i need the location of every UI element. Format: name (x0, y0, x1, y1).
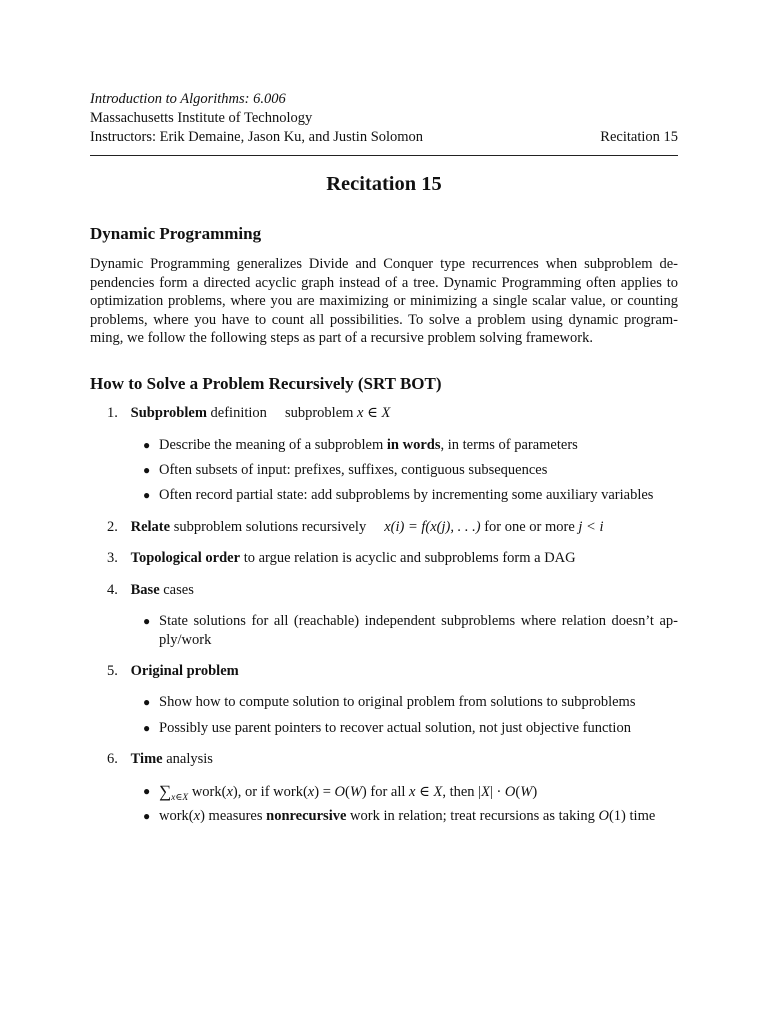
intro-line: pendencies form a directed acyclic graph instead of a tree. Dynamic Programming often applies to (90, 274, 678, 291)
bullet-icon: ● (143, 695, 151, 709)
bullet-item: ● Possibly use parent pointers to recover actual solution, not just objective function (143, 720, 631, 736)
intro-line: ming, we follow the following steps as part of a recursive problem solving framework. (90, 330, 593, 346)
bullet-icon: ● (143, 438, 151, 452)
time-formula: $\sum_{x\in X}$ work(x), or if work(x) = O(W) for all x ∈ X, then |X| · O(W) (159, 782, 538, 803)
course-name: Introduction to Algorithms: 6.006 (90, 91, 286, 107)
step-keyword: Original problem (130, 663, 239, 679)
page (90, 0, 678, 1024)
step-number: 2. (107, 519, 118, 535)
bullet-item: ● work(x) measures nonrecursive work in relation; treat recursions as taking O(1) time (143, 808, 656, 824)
step-subproblem: 1. Subproblem definition subproblem x ∈ X (107, 405, 391, 421)
step-original-problem (107, 662, 678, 681)
step-number: 6. (107, 751, 118, 767)
bullet-item: ● Often record partial state: add subproblems by incrementing some auxiliary variables (143, 487, 654, 503)
intro-line: Dynamic Programming generalizes Divide and Conquer type recurrences when subproblem de- (90, 256, 678, 272)
bullet-icon: ● (143, 809, 151, 823)
institution: Massachusetts Institute of Technology (90, 110, 313, 126)
step-number: 5. (107, 663, 118, 679)
bullet-icon: ● (143, 488, 151, 502)
step-keyword: Time (130, 751, 163, 767)
step-number: 1. (107, 405, 118, 421)
bullet-item: ● State solutions for all (reachable) independent subproblems where relation doesn’t ap- ply/work (143, 613, 678, 648)
step-keyword: Base (130, 582, 160, 598)
bullet-icon: ● (143, 463, 151, 477)
step-keyword: Subproblem (130, 405, 207, 421)
step-time: 6. Time analysis (107, 751, 213, 767)
step-topological-order: 3. Topological order to argue relation is acyclic and subproblems form a DAG (107, 550, 576, 566)
bullet-icon: ● (143, 784, 151, 798)
page-title: Recitation 15 (326, 173, 442, 195)
bullet-item: ● Describe the meaning of a subproblem in words, in terms of parameters (143, 437, 578, 453)
header-rule (90, 155, 678, 156)
section-heading-dp: Dynamic Programming (90, 224, 262, 243)
intro-paragraph (90, 255, 678, 348)
step-extra: subproblem (284, 405, 358, 421)
step-text: definition (206, 405, 267, 421)
header-row (90, 128, 678, 147)
bullet-item: ● Show how to compute solution to original problem from solutions to subproblems (143, 694, 636, 710)
step-base: 4. Base cases (107, 582, 194, 598)
section-heading-srtbot: How to Solve a Problem Recursively (SRT BOT) (90, 374, 442, 393)
relation-formula: x(i) = f(x(j), . . .) (384, 519, 481, 535)
intro-line: problems, where you have to count all possibilities. To solve a problem using dynamic program- (90, 311, 678, 328)
intro-line: optimization problems, where you are maximizing or minimizing a single scalar value, or counting (90, 293, 678, 309)
bullet-item: ● Often subsets of input: prefixes, suffixes, contiguous subsequences (143, 462, 548, 478)
bullet-icon: ● (143, 721, 151, 735)
bullet-icon: ● (143, 614, 151, 628)
instructors: Instructors: Erik Demaine, Jason Ku, and Justin Solomon (90, 129, 424, 145)
header (90, 90, 678, 147)
step-number: 3. (107, 550, 118, 566)
recitation-label: Recitation 15 (600, 129, 678, 145)
step-keyword: Topological order (130, 550, 241, 566)
step-keyword: Relate (130, 519, 171, 535)
step-number: 4. (107, 582, 118, 598)
bullet-item (143, 782, 678, 801)
step-relate: 2. Relate subproblem solutions recursively x(i) = f(x(j), . . .) for one or more j < i (107, 519, 604, 535)
